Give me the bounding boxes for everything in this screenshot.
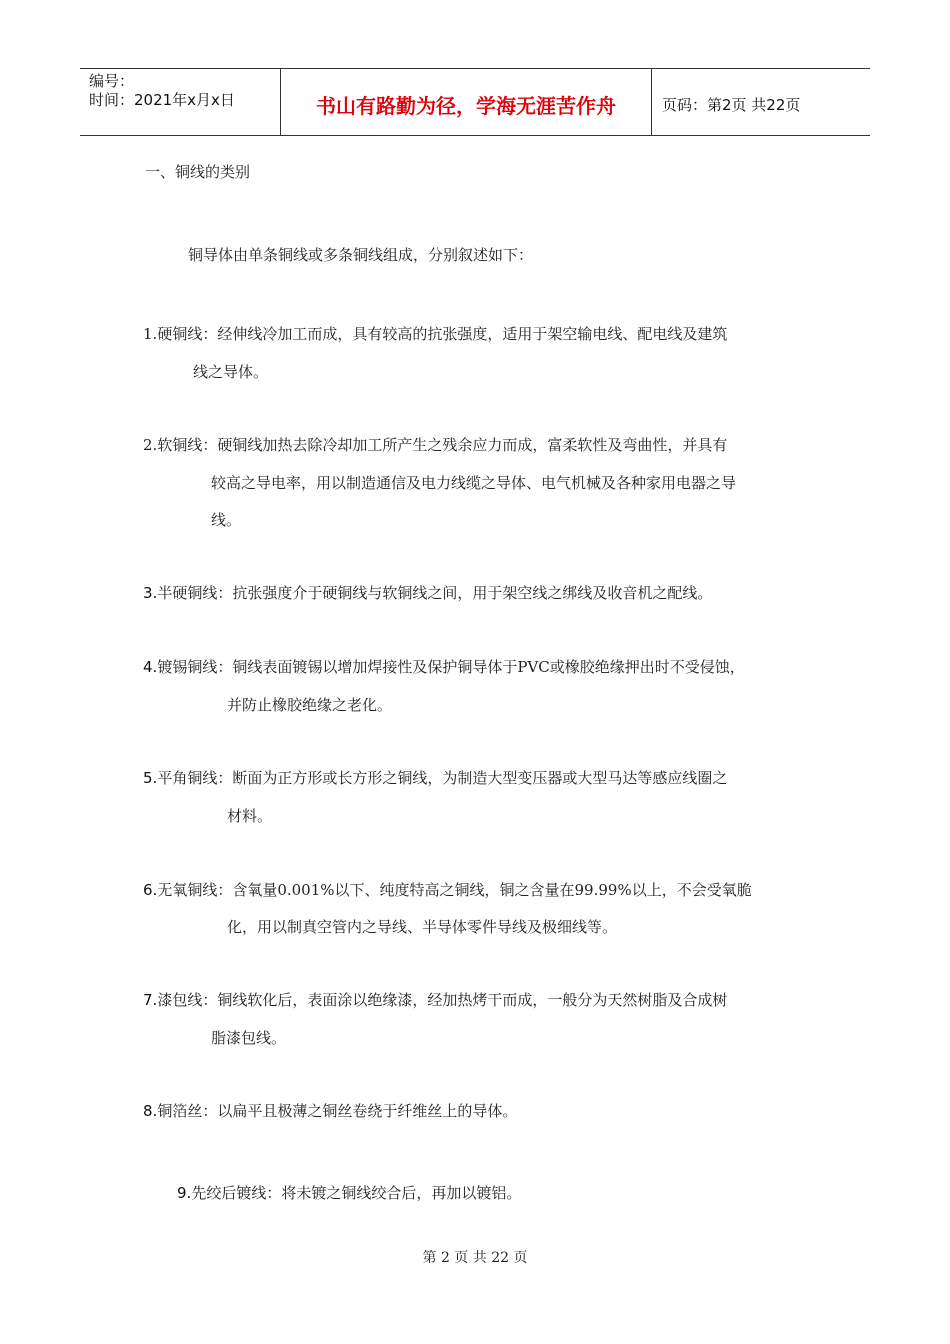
item-number: 9. — [177, 1184, 192, 1202]
item-text: 铜箔丝：以扁平且极薄之铜丝卷绕于纤维丝上的导体。 — [157, 1102, 518, 1120]
item-number: 7. — [143, 991, 158, 1009]
header-page-info: 页码：第2页 共22页 — [662, 95, 801, 114]
list-item — [143, 657, 745, 677]
item-text: 平角铜线：断面为正方形或长方形之铜线，为制造大型变压器或大型马达等感应线圈之 — [157, 769, 728, 787]
list-item — [143, 990, 727, 1010]
header-motto: 书山有路勤为径，学海无涯苦作舟 — [281, 69, 652, 135]
item-number: 5. — [143, 769, 158, 787]
item-number: 6. — [143, 881, 158, 899]
list-item — [143, 880, 752, 900]
item-text-continued: 线之导体。 — [193, 363, 269, 381]
item-text: 镀锡铜线：铜线表面镀锡以增加焊接性及保护铜导体于PVC或橡胶绝缘押出时不受侵蚀， — [157, 658, 745, 676]
item-text: 漆包线：铜线软化后，表面涂以绝缘漆，经加热烤干而成，一般分为天然树脂及合成树 — [157, 991, 728, 1009]
item-number: 1. — [143, 325, 158, 343]
item-text: 半硬铜线：抗张强度介于硬铜线与软铜线之间，用于架空线之绑线及收音机之配线。 — [157, 584, 713, 602]
page-header — [80, 68, 870, 136]
item-text-continued: 线。 — [211, 511, 242, 529]
item-text: 无氧铜线：含氧量0.001%以下、纯度特高之铜线，铜之含量在99.99%以上，不会受氧脆 — [157, 881, 752, 899]
item-text-continued: 脂漆包线。 — [211, 1029, 287, 1047]
list-item — [143, 324, 727, 344]
header-meta — [80, 69, 281, 135]
list-item — [143, 1101, 517, 1121]
item-number: 3. — [143, 584, 158, 602]
item-text-continued: 材料。 — [227, 807, 273, 825]
item-text: 先绞后镀线：将未镀之铜线绞合后，再加以镀铝。 — [191, 1184, 522, 1202]
item-text-continued: 并防止橡胶绝缘之老化。 — [227, 696, 393, 714]
section-title: 一、铜线的类别 — [145, 163, 251, 181]
item-text-continued: 化，用以制真空管内之导线、半导体零件导线及极细线等。 — [227, 918, 618, 936]
page-footer: 第 2 页 共 22 页 — [422, 1250, 528, 1266]
item-text: 软铜线：硬铜线加热去除冷却加工所产生之残余应力而成，富柔软性及弯曲性，并具有 — [157, 436, 728, 454]
item-number: 8. — [143, 1102, 158, 1120]
list-item — [143, 435, 727, 455]
item-text-continued: 较高之导电率，用以制造通信及电力线缆之导体、电气机械及各种家用电器之导 — [211, 474, 737, 492]
item-number: 4. — [143, 658, 158, 676]
time-label: 时间：2021年x月x日 — [89, 91, 235, 109]
serial-number-label: 编号： — [89, 72, 135, 90]
item-number: 2. — [143, 436, 158, 454]
list-item — [143, 768, 727, 788]
list-item — [143, 583, 712, 603]
list-item — [177, 1183, 521, 1203]
intro-paragraph: 铜导体由单条铜线或多条铜线组成，分别叙述如下： — [188, 246, 534, 264]
item-text: 硬铜线：经伸线冷加工而成，具有较高的抗张强度，适用于架空输电线、配电线及建筑 — [157, 325, 728, 343]
